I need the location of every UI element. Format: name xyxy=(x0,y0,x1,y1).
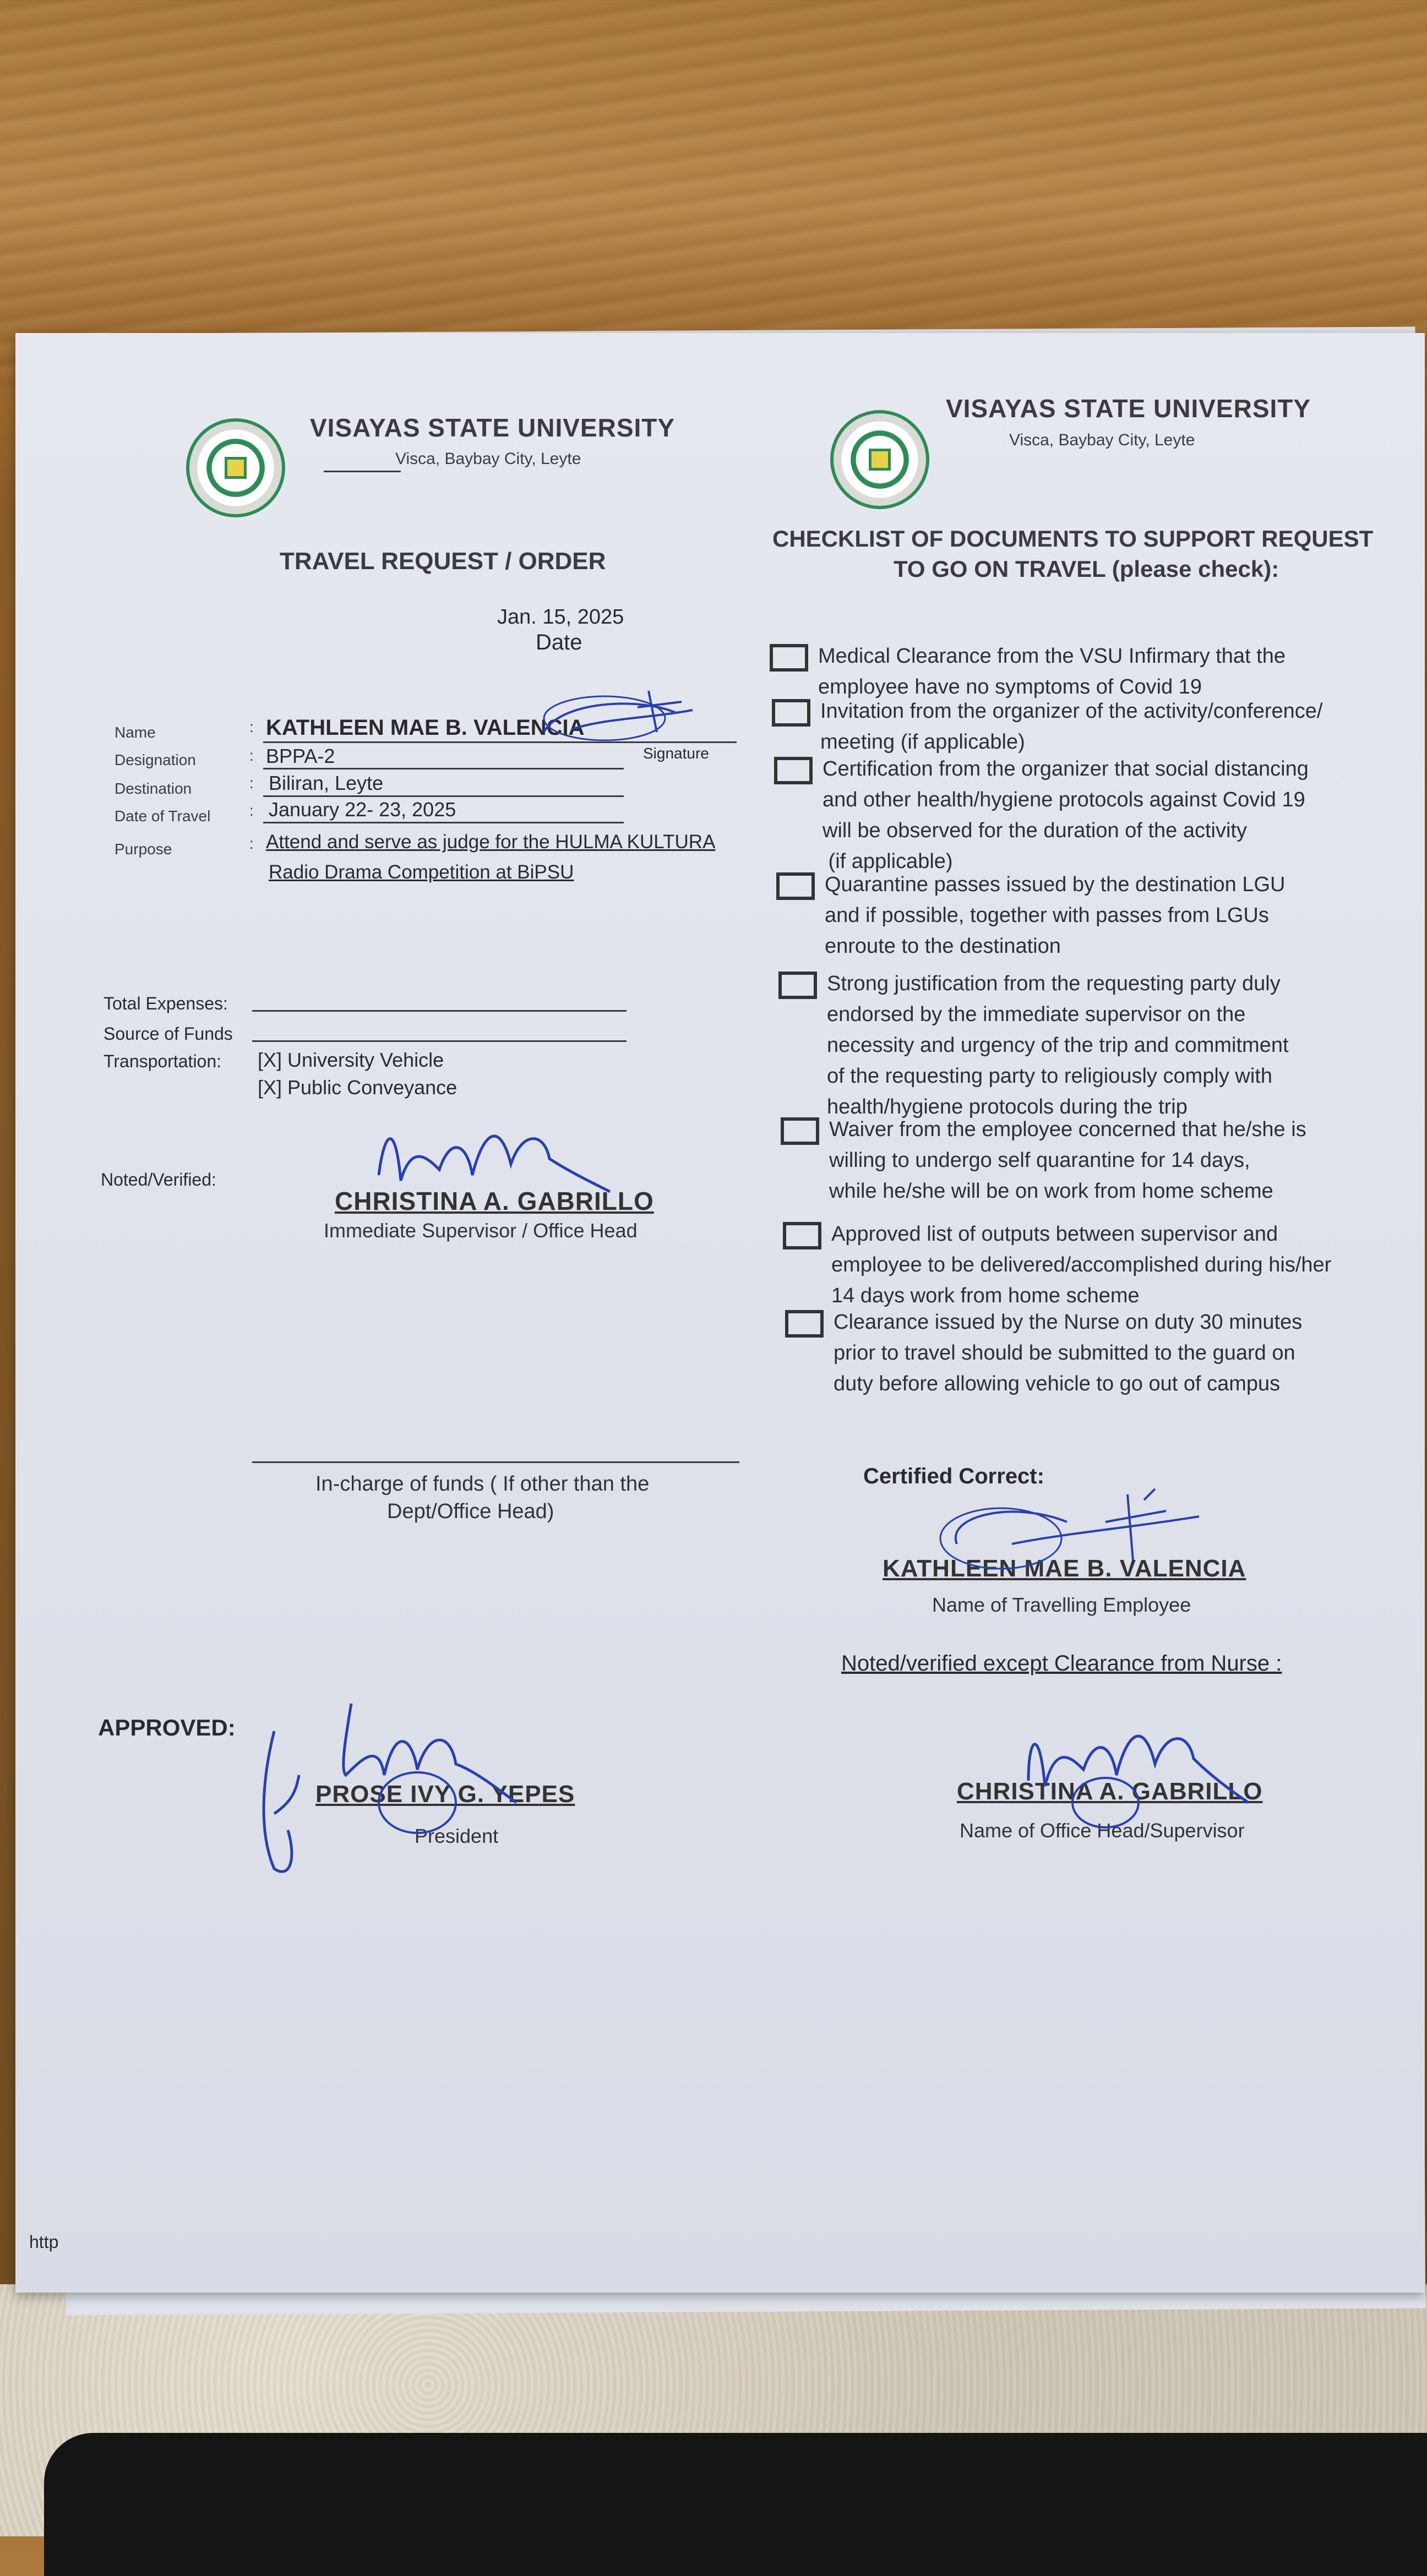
checklist-item-4-line-3: enroute to the destination xyxy=(825,935,1061,958)
date-value: Jan. 15, 2025 xyxy=(497,605,624,629)
checklist-item-4-line-2: and if possible, together with passes from LGUs xyxy=(825,904,1269,927)
destination-value: Biliran, Leyte xyxy=(269,772,384,794)
supervisor-signature xyxy=(368,1098,621,1208)
checklist-item-7-line-2: employee to be delivered/accomplished during his/her xyxy=(831,1253,1332,1276)
checklist-checkbox-1[interactable] xyxy=(770,644,808,672)
university-name-left: VISAYAS STATE UNIVERSITY xyxy=(310,413,676,442)
checklist-title-line1: CHECKLIST OF DOCUMENTS TO SUPPORT REQUEST xyxy=(772,526,1374,552)
transportation-label: Transportation: xyxy=(104,1051,222,1071)
funds-incharge-line2: Dept/Office Head) xyxy=(387,1500,554,1523)
checklist-item-3-line-1: Certification from the organizer that social distancing xyxy=(823,757,1309,781)
checklist-item-3-line-2: and other health/hygiene protocols against Covid 19 xyxy=(823,788,1305,811)
date-of-travel-label: Date of Travel xyxy=(115,807,211,825)
checklist-checkbox-2[interactable] xyxy=(772,699,810,727)
checklist-checkbox-8[interactable] xyxy=(785,1310,824,1338)
checklist-item-8-line-2: prior to travel should be submitted to the guard on xyxy=(834,1341,1295,1365)
name-label: Name xyxy=(115,724,156,741)
supervisor-name: CHRISTINA A. GABRILLO xyxy=(335,1187,654,1215)
name-value: KATHLEEN MAE B. VALENCIA xyxy=(266,716,585,740)
total-expenses-label: Total Expenses: xyxy=(104,994,228,1013)
checklist-item-6-line-2: willing to undergo self quarantine for 14 days, xyxy=(829,1149,1250,1172)
head-role: Name of Office Head/Supervisor xyxy=(960,1819,1245,1842)
checklist-item-5-line-3: necessity and urgency of the trip and commitment xyxy=(827,1034,1289,1057)
checklist-item-5-line-4: of the requesting party to religiously comply with xyxy=(827,1065,1272,1088)
laptop-edge xyxy=(44,2433,1427,2576)
transport-public-conveyance: [X] Public Conveyance xyxy=(258,1076,457,1099)
certified-correct-label: Certified Correct: xyxy=(863,1464,1044,1488)
checklist-item-2-line-2: meeting (if applicable) xyxy=(820,730,1025,754)
checklist-checkbox-4[interactable] xyxy=(776,872,815,900)
checklist-checkbox-5[interactable] xyxy=(778,972,817,999)
university-address-right: Visca, Baybay City, Leyte xyxy=(1009,431,1195,449)
purpose-line2: Radio Drama Competition at BiPSU xyxy=(269,861,574,883)
checklist-title-line2: TO GO ON TRAVEL (please check): xyxy=(894,556,1279,582)
vsu-seal-right xyxy=(830,410,929,509)
president-role: President xyxy=(415,1825,499,1847)
source-of-funds-label: Source of Funds xyxy=(104,1024,233,1044)
noted-except-nurse: Noted/verified except Clearance from Nurse : xyxy=(841,1651,1282,1676)
university-address-left: Visca, Baybay City, Leyte xyxy=(395,450,581,468)
signature-label: Signature xyxy=(643,745,709,762)
employee-signature xyxy=(924,1483,1210,1593)
checklist-item-5-line-2: endorsed by the immediate supervisor on the xyxy=(827,1003,1246,1026)
president-name: PROSE IVY G. YEPES xyxy=(315,1781,575,1808)
checklist-item-8-line-3: duty before allowing vehicle to go out of campus xyxy=(834,1372,1281,1395)
vsu-seal-left xyxy=(186,418,285,517)
head-name: CHRISTINA A. GABRILLO xyxy=(957,1778,1263,1805)
travel-request-form: VISAYAS STATE UNIVERSITY Visca, Baybay City, Leyte VISAYAS STATE UNIVERSITY Visca, Baybay City, Leyte TRAVEL REQUEST / ORDER Jan. 15, 2025 Date CHECKLIST OF DOCUMENTS TO SUPPORT REQUEST TO GO ON TRAVEL (please check): Name : KATHLEEN MAE B. VALENCIA Signature Designation : BPPA-2 Destination : Biliran, Leyte Date of Travel : January 22- 23, 2025 Purpose : Attend and serve as judge for the HULMA KULTURA Radio Drama Competition at BiPSU Total Expenses: Source of Funds Transportation: [X] University Vehicle [X] Public Conveyance Noted/Verified: CHRISTINA A. GABRILLO Immediate Supervisor / Office Head In-charge of funds ( If other than the Dept/Office Head) APPROVED: PROSE IVY G. YEPES President Medical Clearance from the VSU Infirmary that the employee have no symptoms of Covid 19 Invitation from the organizer of the activity/conference/ meeting (if applicable) Certification from the organizer that social distancing and other health/hygiene protocols against Covid 19 will be observed for the duration of the activity (if applicable) Quarantine passes issued by the destination LGU and if possible, together with passes from LGUs enroute to the destination Strong justification from the requesting party duly endorsed by the immediate supervisor on the necessity and urgency of the trip and commitment of the requesting party to religiously comply with health/hygiene protocols during the trip Waiver from the employee concerned that he/she is willing to undergo self quarantine for 14 days, while he/she will be on work from home scheme Approved list of outputs between supervisor and employee to be delivered/accomplished during his/her 14 days work from home scheme Clearance issued by the Nurse on duty 30 minutes prior to travel should be submitted to the guard on duty before allowing vehicle to go out of campus Certified Correct: KATHLEEN MAE B. VALENCIA Name of Travelling Employee Noted/verified except Clearance from Nurse : CHRISTINA A. GABRILLO Name of Office Head/Supervisor http xyxy=(15,333,1425,2293)
employee-name: KATHLEEN MAE B. VALENCIA xyxy=(883,1555,1246,1582)
checklist-item-5-line-1: Strong justification from the requesting party duly xyxy=(827,972,1281,995)
checklist-item-7-line-1: Approved list of outputs between supervisor and xyxy=(831,1222,1278,1246)
applicant-signature xyxy=(538,680,704,746)
checklist-checkbox-7[interactable] xyxy=(783,1222,821,1249)
employee-role: Name of Travelling Employee xyxy=(932,1593,1191,1616)
footer-url-fragment: http xyxy=(29,2232,59,2252)
transport-university-vehicle: [X] University Vehicle xyxy=(258,1049,444,1071)
checklist-item-6-line-1: Waiver from the employee concerned that he/she is xyxy=(829,1118,1306,1141)
checklist-item-5-line-5: health/hygiene protocols during the trip xyxy=(827,1095,1188,1118)
checklist-item-2-line-1: Invitation from the organizer of the activity/conference/ xyxy=(820,700,1323,723)
purpose-line1: Attend and serve as judge for the HULMA KULTURA xyxy=(266,831,716,853)
checklist-item-3-line-3: will be observed for the duration of the activity xyxy=(823,819,1247,842)
university-name-right: VISAYAS STATE UNIVERSITY xyxy=(946,394,1311,423)
date-label: Date xyxy=(536,630,582,654)
approved-label: APPROVED: xyxy=(98,1715,236,1740)
checklist-item-1-line-1: Medical Clearance from the VSU Infirmary that the xyxy=(818,645,1286,668)
designation-label: Designation xyxy=(115,751,196,768)
checklist-item-6-line-3: while he/she will be on work from home scheme xyxy=(829,1180,1273,1203)
supervisor-role: Immediate Supervisor / Office Head xyxy=(324,1219,638,1242)
funds-incharge-line1: In-charge of funds ( If other than the xyxy=(315,1472,650,1496)
checklist-checkbox-6[interactable] xyxy=(781,1117,819,1145)
checklist-item-8-line-1: Clearance issued by the Nurse on duty 30 minutes xyxy=(834,1311,1303,1334)
checklist-checkbox-3[interactable] xyxy=(774,757,813,784)
destination-label: Destination xyxy=(115,780,192,797)
checklist-item-4-line-1: Quarantine passes issued by the destination LGU xyxy=(825,873,1286,896)
noted-verified-label: Noted/Verified: xyxy=(101,1170,216,1189)
designation-value: BPPA-2 xyxy=(266,745,335,767)
checklist-item-3-line-4: (if applicable) xyxy=(823,850,953,873)
president-signature xyxy=(258,1693,610,1913)
checklist-item-7-line-3: 14 days work from home scheme xyxy=(831,1284,1140,1307)
checklist-item-1-line-2: employee have no symptoms of Covid 19 xyxy=(818,675,1202,698)
form-title: TRAVEL REQUEST / ORDER xyxy=(280,548,606,575)
purpose-label: Purpose xyxy=(115,841,172,858)
date-of-travel-value: January 22- 23, 2025 xyxy=(269,798,456,821)
head-signature xyxy=(1006,1693,1260,1825)
